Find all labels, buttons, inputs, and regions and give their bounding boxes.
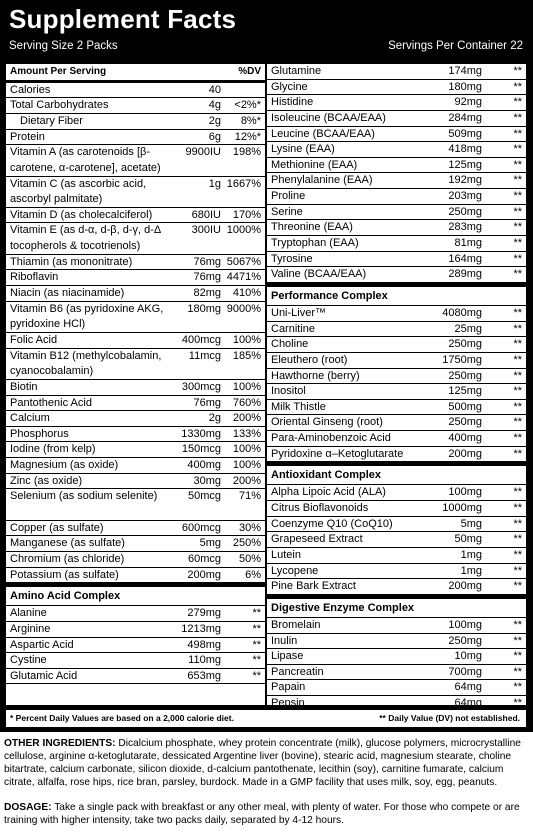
row-name: Lycopene [271, 564, 319, 577]
table-row [267, 306, 526, 322]
table-row [6, 145, 265, 176]
table-row [6, 114, 265, 130]
row-dv: 8%* [240, 114, 261, 127]
row-amt: 92mg [454, 96, 482, 109]
row-amt: 509mg [448, 127, 482, 140]
row-amt: 400mg [448, 432, 482, 445]
table-row [267, 189, 526, 205]
table-row [6, 442, 265, 458]
row-amt: 418mg [448, 143, 482, 156]
row-name: Magnesium (as oxide) [10, 459, 119, 472]
row-dv: 6% [245, 568, 261, 581]
row-dv: 71% [238, 490, 261, 503]
table-row [6, 568, 265, 584]
row-dv: 185% [232, 349, 261, 362]
table-row [6, 270, 265, 286]
row-dv: ** [252, 638, 261, 651]
row-amt: 500mg [448, 400, 482, 413]
row-dv: ** [513, 369, 522, 382]
row-dv: 133% [232, 427, 261, 440]
table-row [6, 333, 265, 349]
row-name: Valine (BCAA/EAA) [271, 268, 367, 281]
row-name: Copper (as sulfate) [10, 521, 104, 534]
row-amt: 250mg [448, 205, 482, 218]
row-dv: 12%* [234, 130, 261, 143]
row-amt: 180mg [187, 302, 221, 315]
row-dv: ** [513, 447, 522, 460]
row-name: Pantothenic Acid [10, 396, 92, 409]
row-amt: 653mg [187, 669, 221, 682]
row-dv: ** [513, 650, 522, 663]
row-name: Manganese (as sulfate) [10, 537, 125, 550]
row-amt: 50mg [454, 533, 482, 546]
row-amt: 284mg [448, 111, 482, 124]
row-name: Tyrosine [271, 252, 313, 265]
row-dv: ** [513, 252, 522, 265]
row-dv: ** [513, 221, 522, 234]
row-dv: ** [513, 634, 522, 647]
row-amt: 76mg [193, 271, 221, 284]
table-row [6, 255, 265, 271]
row-amt: 300IU [191, 224, 221, 237]
row-dv: ** [513, 502, 522, 515]
table-row [267, 634, 526, 650]
row-dv: 200% [232, 412, 261, 425]
table-row [6, 622, 265, 638]
row-name: Glycine [271, 80, 308, 93]
dosage [4, 801, 529, 827]
row-dv: ** [513, 486, 522, 499]
row-name: Threonine (EAA) [271, 221, 353, 234]
left-column [6, 64, 265, 705]
table-row [267, 205, 526, 221]
row-name: Aspartic Acid [10, 638, 74, 651]
table-row [267, 517, 526, 533]
row-name: Leucine (BCAA/EAA) [271, 127, 375, 140]
row-name: Grapeseed Extract [271, 533, 363, 546]
row-amt: 203mg [448, 190, 482, 203]
row-name: Proline [271, 190, 306, 203]
row-amt: 110mg [188, 654, 221, 667]
row-amt: 250mg [448, 338, 482, 351]
row-name: Phenylalanine (EAA) [271, 174, 373, 187]
row-amt: 200mg [448, 580, 482, 593]
row-dv: ** [513, 143, 522, 156]
row-dv: ** [513, 158, 522, 171]
row-amt: 250mg [448, 416, 482, 429]
table-row [6, 177, 265, 208]
table-row [6, 130, 265, 146]
row-name: Calcium [10, 412, 50, 425]
table-row [6, 521, 265, 537]
table-row [6, 458, 265, 474]
row-amt: 279mg [187, 607, 221, 620]
table-row [6, 208, 265, 224]
row-dv: ** [513, 353, 522, 366]
amino-list [6, 606, 265, 684]
row-amt: 4080mg [442, 306, 482, 319]
row-amt: 174mg [448, 65, 482, 77]
row-amt: 76mg [193, 255, 221, 268]
row-name: Vitamin B12 (methylcobalamin, cyanocobalamin) [10, 349, 162, 378]
row-amt: 40 [208, 83, 221, 96]
performance-list [267, 306, 526, 462]
row-amt: 76mg [193, 396, 221, 409]
table-row [267, 111, 526, 127]
row-name: Inulin [271, 634, 298, 647]
row-dv: ** [513, 432, 522, 445]
row-name: Zinc (as oxide) [10, 474, 83, 487]
row-name: Pyridoxine α–Ketoglutarate [271, 447, 404, 460]
row-dv: ** [513, 96, 522, 109]
footnotes [6, 710, 526, 727]
row-amt: 1213mg [181, 622, 221, 635]
row-name: Milk Thistle [271, 400, 326, 413]
row-name: Phosphorus [10, 427, 69, 440]
row-dv: ** [513, 580, 522, 593]
row-name: Total Carbohydrates [10, 99, 109, 112]
row-name: Calories [10, 83, 51, 96]
footnote-dv: * Percent Daily Values are based on a 2,000 calorie diet. [10, 713, 234, 723]
table-row [6, 669, 265, 685]
table-row [267, 415, 526, 431]
row-name: Alpha Lipoic Acid (ALA) [271, 486, 386, 499]
table-row [267, 400, 526, 416]
row-name: Histidine [271, 96, 314, 109]
row-name: Lipase [271, 650, 304, 663]
other-ingredients-label: OTHER INGREDIENTS: [4, 738, 116, 749]
row-dv: ** [513, 80, 522, 93]
row-dv: ** [513, 190, 522, 203]
row-name: Glutamine [271, 65, 322, 77]
row-name: Carnitine [271, 322, 316, 335]
table-row [267, 64, 526, 80]
row-dv: ** [252, 607, 261, 620]
amino-list-continued [267, 64, 526, 283]
row-name: Citrus Bioflavonoids [271, 502, 369, 515]
table-row [6, 489, 265, 520]
row-amt: 1g [208, 177, 221, 190]
digestive-list [267, 618, 526, 712]
nutrient-list [6, 83, 265, 584]
row-name: Isoleucine (BCAA/EAA) [271, 111, 386, 124]
table-row [6, 552, 265, 568]
table-row [6, 606, 265, 622]
digestive-section-title: Digestive Enzyme Complex [267, 595, 526, 618]
other-ingredients [4, 737, 529, 789]
row-amt: 180mg [448, 80, 482, 93]
row-amt: 400mcg [181, 333, 221, 346]
row-dv: 170% [232, 208, 261, 221]
row-dv: ** [513, 681, 522, 694]
row-amt: 700mg [448, 665, 482, 678]
table-row [6, 302, 265, 333]
row-amt: 30mg [193, 474, 221, 487]
row-name: Inositol [271, 385, 306, 398]
row-name: Selenium (as sodium selenite) [10, 490, 158, 503]
row-dv: 100% [232, 459, 261, 472]
row-amt: 1330mg [181, 427, 221, 440]
row-dv: 200% [232, 474, 261, 487]
row-dv: 9000% [226, 302, 261, 315]
row-name: Eleuthero (root) [271, 353, 348, 366]
table-row [267, 431, 526, 447]
table-row [6, 98, 265, 114]
row-name: Papain [271, 681, 306, 694]
dv-header: %DV [238, 66, 261, 77]
table-row [6, 536, 265, 552]
row-dv: 198% [232, 146, 261, 159]
table-row [267, 369, 526, 385]
row-dv: 410% [232, 287, 261, 300]
table-row [6, 474, 265, 490]
row-amt: 1000mg [442, 502, 482, 515]
performance-section-title: Performance Complex [267, 283, 526, 306]
row-dv: ** [513, 400, 522, 413]
table-row [6, 638, 265, 654]
row-name: Arginine [10, 622, 51, 635]
row-dv: 760% [232, 396, 261, 409]
table-row [267, 665, 526, 681]
row-dv: 4471% [226, 271, 261, 284]
row-amt: 25mg [454, 322, 482, 335]
row-amt: 400mg [187, 459, 221, 472]
table-row [267, 322, 526, 338]
row-dv: ** [513, 111, 522, 124]
row-name: Folic Acid [10, 333, 58, 346]
amino-section-title: Amino Acid Complex [6, 583, 265, 606]
table-row [267, 649, 526, 665]
row-amt: 60mcg [187, 552, 221, 565]
table-row [267, 127, 526, 143]
row-dv: ** [513, 548, 522, 561]
table-row [6, 349, 265, 380]
row-name: Lutein [271, 548, 301, 561]
other-ingredients-text: Dicalcium phosphate, whey protein concentrate (milk), glucose polymers, microcrystalline cellulose, arginine α-ketoglutarate, dessicated Argentine liver (bovine), stearic acid, magnesium stearate, choline bitartrate, calcium carbonate, silicon dioxide, d-calcium pantothenate, lecithin (soy), carnitine fumarate, calcium citrate, alfalfa, rose hips, rice bran, parsley, burdock. Made in a GMP facility that uses milk, soy, egg, peanuts. [4, 738, 521, 788]
row-name: Biotin [10, 380, 38, 393]
row-amt: 5mg [199, 537, 221, 550]
row-amt: 289mg [448, 268, 482, 281]
row-name: Niacin (as niacinamide) [10, 287, 125, 300]
row-dv: ** [513, 564, 522, 577]
table-row [267, 158, 526, 174]
table-row [267, 579, 526, 595]
row-amt: 10mg [454, 650, 482, 663]
row-name: Choline [271, 338, 309, 351]
table-row [267, 236, 526, 252]
table-row [267, 220, 526, 236]
amount-header: Amount Per Serving [10, 66, 107, 77]
table-row [267, 447, 526, 463]
row-amt: 100mg [448, 486, 482, 499]
row-name: Vitamin B6 (as pyridoxine AKG, pyridoxine HCl) [10, 302, 164, 331]
row-amt: 100mg [448, 618, 482, 631]
row-amt: 300mcg [181, 380, 221, 393]
row-amt: 125mg [448, 158, 482, 171]
row-name: Dietary Fiber [20, 114, 83, 127]
row-name: Vitamin E (as d-α, d-β, d-γ, d-Δ tocopherols & tocotrienols) [10, 224, 161, 253]
table-row [267, 485, 526, 501]
row-amt: 125mg [448, 385, 482, 398]
row-name: Bromelain [271, 618, 321, 631]
row-dv: ** [513, 322, 522, 335]
row-amt: 11mcg [188, 349, 221, 362]
table-row [267, 564, 526, 580]
row-amt: 50mcg [187, 490, 221, 503]
row-name: Coenzyme Q10 (CoQ10) [271, 517, 393, 530]
row-dv: 100% [232, 443, 261, 456]
table-row [267, 173, 526, 189]
table-row [267, 501, 526, 517]
row-dv: 1667% [226, 177, 261, 190]
table-row [6, 427, 265, 443]
row-name: Vitamin C (as ascorbic acid, ascorbyl palmitate) [10, 177, 147, 206]
row-dv: ** [513, 385, 522, 398]
row-amt: 4g [208, 99, 221, 112]
row-name: Para-Aminobenzoic Acid [271, 432, 391, 445]
table-row [267, 548, 526, 564]
row-dv: ** [513, 618, 522, 631]
table-row [267, 252, 526, 268]
row-amt: 64mg [454, 681, 482, 694]
row-amt: 200mg [448, 447, 482, 460]
antioxidant-list [267, 485, 526, 594]
row-name: Tryptophan (EAA) [271, 237, 359, 250]
row-dv: ** [513, 338, 522, 351]
row-amt: 680IU [191, 208, 221, 221]
row-dv: 50% [238, 552, 261, 565]
row-amt: 5mg [460, 517, 482, 530]
row-name: Chromium (as chloride) [10, 552, 125, 565]
row-name: Methionine (EAA) [271, 158, 358, 171]
row-name: Potassium (as sulfate) [10, 568, 119, 581]
row-dv: <2%* [234, 99, 261, 112]
row-dv: ** [513, 237, 522, 250]
row-amt: 150mcg [181, 443, 221, 456]
row-name: Glutamic Acid [10, 669, 78, 682]
row-dv: 250% [232, 537, 261, 550]
row-amt: 283mg [448, 221, 482, 234]
row-name: Oriental Ginseng (root) [271, 416, 383, 429]
antioxidant-section-title: Antioxidant Complex [267, 462, 526, 485]
row-name: Riboflavin [10, 271, 59, 284]
row-name: Pancreatin [271, 665, 324, 678]
row-dv: ** [513, 174, 522, 187]
row-amt: 250mg [448, 634, 482, 647]
table-row [267, 337, 526, 353]
table-row [6, 286, 265, 302]
row-amt: 498mg [187, 638, 221, 651]
row-dv: ** [513, 65, 522, 77]
row-amt: 250mg [448, 369, 482, 382]
row-dv: ** [513, 306, 522, 319]
row-name: Serine [271, 205, 303, 218]
row-dv: ** [513, 665, 522, 678]
row-dv: 100% [232, 333, 261, 346]
row-name: Thiamin (as mononitrate) [10, 255, 133, 268]
serving-size: Serving Size 2 Packs [9, 40, 118, 52]
right-column [267, 64, 526, 710]
row-name: Iodine (from kelp) [10, 443, 96, 456]
footnote-not-established: ** Daily Value (DV) not established. [379, 713, 520, 723]
row-name: Pepsin [271, 697, 305, 710]
row-amt: 164mg [448, 252, 482, 265]
row-dv: ** [513, 268, 522, 281]
table-row [6, 223, 265, 254]
row-dv: ** [513, 127, 522, 140]
dosage-label: DOSAGE: [4, 802, 52, 813]
table-row [267, 618, 526, 634]
row-name: Uni-Liver™ [271, 306, 327, 319]
row-amt: 192mg [448, 174, 482, 187]
row-dv: ** [252, 654, 261, 667]
row-dv: 30% [238, 521, 261, 534]
table-row [6, 380, 265, 396]
row-amt: 1mg [460, 548, 482, 561]
row-name: Cystine [10, 654, 47, 667]
row-amt: 1750mg [442, 353, 482, 366]
row-amt: 200mg [187, 568, 221, 581]
table-header [6, 64, 265, 83]
table-row [6, 411, 265, 427]
row-amt: 81mg [454, 237, 482, 250]
row-dv: 5067% [226, 255, 261, 268]
table-row [267, 95, 526, 111]
row-dv: ** [513, 416, 522, 429]
row-dv: ** [513, 517, 522, 530]
table-row [6, 83, 265, 99]
table-row [267, 142, 526, 158]
table-row [267, 80, 526, 96]
row-dv: 100% [232, 380, 261, 393]
row-dv: ** [252, 622, 261, 635]
table-row [267, 680, 526, 696]
row-amt: 2g [208, 412, 221, 425]
row-name: Protein [10, 130, 45, 143]
row-dv: ** [252, 669, 261, 682]
row-amt: 82mg [193, 287, 221, 300]
row-dv: ** [513, 533, 522, 546]
page-title: Supplement Facts [9, 4, 237, 34]
row-amt: 1mg [460, 564, 482, 577]
row-name: Hawthorne (berry) [271, 369, 360, 382]
servings-per-container: Servings Per Container 22 [388, 40, 523, 52]
row-dv: 1000% [226, 224, 261, 237]
row-dv: ** [513, 205, 522, 218]
row-amt: 9900IU [185, 146, 221, 159]
row-dv: ** [513, 697, 522, 710]
row-name: Vitamin D (as cholecalciferol) [10, 208, 153, 221]
row-amt: 6g [208, 130, 221, 143]
table-row [267, 532, 526, 548]
row-amt: 2g [208, 114, 221, 127]
table-row [6, 396, 265, 412]
table-row [6, 653, 265, 669]
row-amt: 600mcg [181, 521, 221, 534]
dosage-text: Take a single pack with breakfast or any other meal, with plenty of water. For those who compete or are training with higher intensity, take two packs daily, separated by 4-12 hours. [4, 802, 520, 826]
row-name: Vitamin A (as carotenoids [β-carotene, α-carotene], acetate) [10, 146, 161, 174]
row-name: Lysine (EAA) [271, 143, 335, 156]
table-row [267, 384, 526, 400]
table-row [267, 267, 526, 283]
row-name: Pine Bark Extract [271, 580, 356, 593]
row-name: Alanine [10, 607, 47, 620]
table-row [267, 353, 526, 369]
row-amt: 64mg [454, 697, 482, 710]
